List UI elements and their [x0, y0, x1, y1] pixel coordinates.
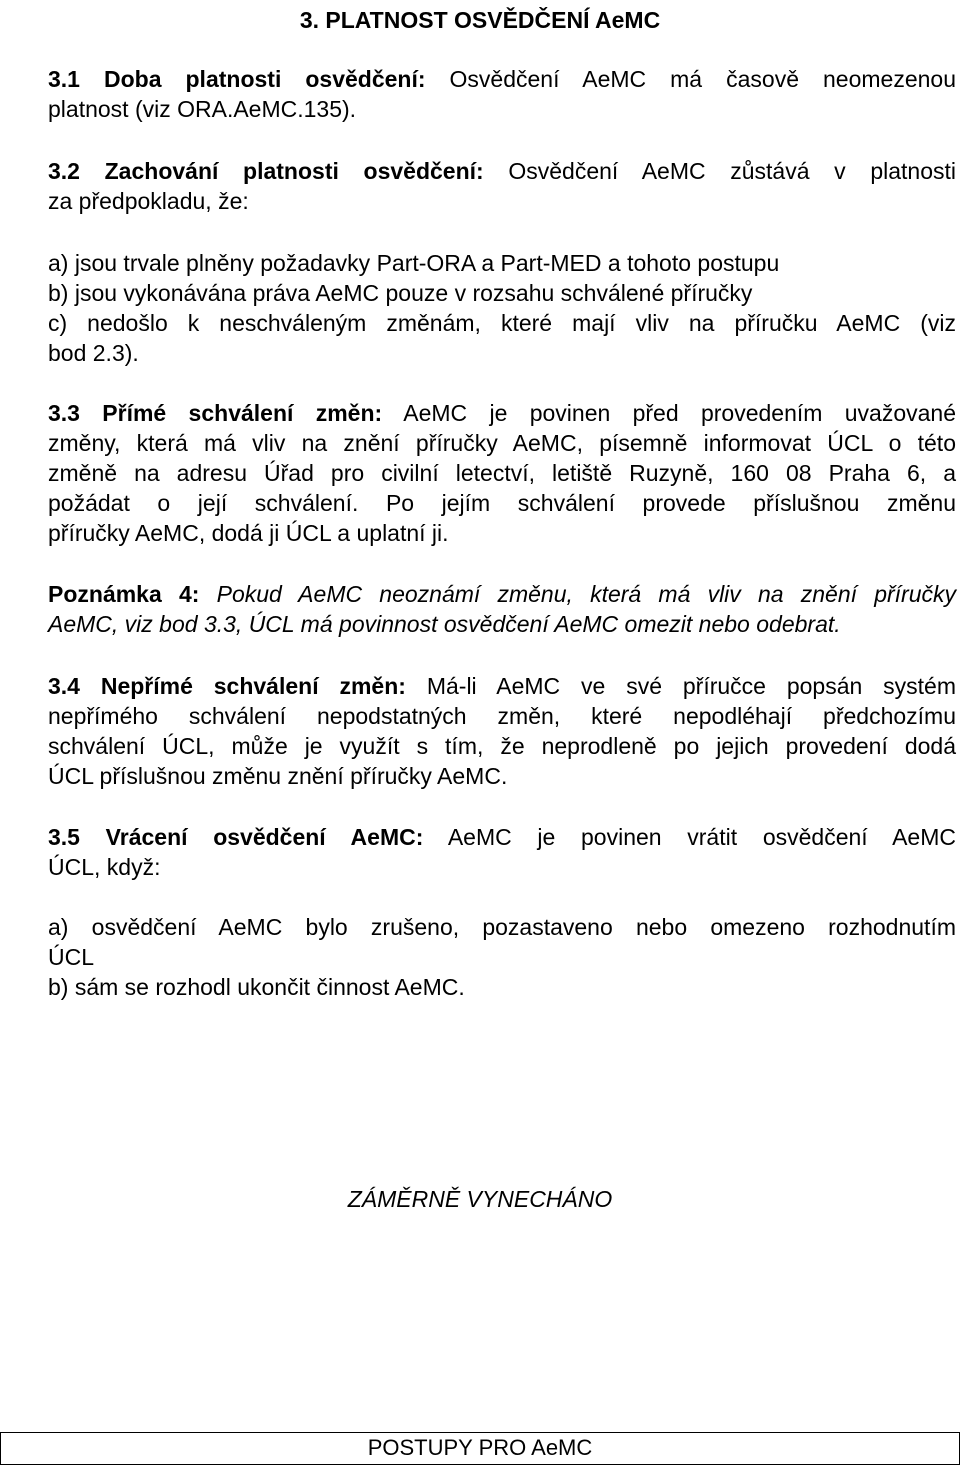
paragraph-3-4: [48, 671, 956, 791]
paragraph-3-3: [48, 398, 956, 548]
paragraph-3-3-text: AeMC je povinen před provedením uvažované: [403, 400, 957, 426]
paragraph-3-3-line-1: [48, 398, 956, 428]
paragraph-3-4-line-3: schválení ÚCL, může je využít s tím, že neprodleně po jejich provedení dodá: [48, 733, 956, 759]
paragraph-3-5: [48, 822, 956, 882]
list-3-5-item-b: b) sám se rozhodl ukončit činnost AeMC.: [48, 974, 465, 1000]
paragraph-3-5-line-2: ÚCL, když:: [48, 854, 161, 880]
paragraph-3-2-text: Osvědčení AeMC zůstává v platnosti: [508, 158, 956, 184]
paragraph-3-4-line-1: [48, 671, 956, 701]
note-4: [48, 579, 956, 639]
list-3-5-item-a: a) osvědčení AeMC bylo zrušeno, pozastaveno nebo omezeno rozhodnutím: [48, 914, 956, 940]
paragraph-3-1-line-2: platnost (viz ORA.AeMC.135).: [48, 96, 357, 122]
paragraph-3-4-line-2: nepřímého schválení nepodstatných změn, které nepodléhají předchozímu: [48, 703, 956, 729]
heading-3-5: 3.5 Vrácení osvědčení AeMC:: [48, 824, 424, 850]
list-3-5: [48, 912, 956, 1002]
paragraph-3-1-text: Osvědčení AeMC má časově neomezenou: [449, 66, 956, 92]
paragraph-3-5-text: AeMC je povinen vrátit osvědčení AeMC: [447, 824, 956, 850]
paragraph-3-4-text: Má-li AeMC ve své příručce popsán systém: [426, 673, 957, 699]
section-title: 3. PLATNOST OSVĚDČENÍ AeMC: [299, 7, 661, 33]
heading-3-3: 3.3 Přímé schválení změn:: [48, 400, 383, 426]
page-footer: POSTUPY PRO AeMC: [0, 1432, 960, 1465]
paragraph-3-4-line-4: ÚCL příslušnou změnu znění příručky AeMC.: [48, 763, 508, 789]
list-3-2: [48, 248, 956, 368]
heading-3-2: 3.2 Zachování platnosti osvědčení:: [48, 158, 484, 184]
paragraph-3-1-line-1: [48, 64, 956, 94]
paragraph-3-3-line-3: změně na adresu Úřad pro civilní letectví, letiště Ruzyně, 160 08 Praha 6, a: [48, 460, 956, 486]
paragraph-3-3-line-2: změny, která má vliv na znění příručky AeMC, písemně informovat ÚCL o této: [48, 430, 956, 456]
heading-3-4: 3.4 Nepřímé schválení změn:: [48, 673, 406, 699]
paragraph-3-2-line-1: [48, 156, 956, 186]
note-4-line-1: [48, 579, 956, 609]
list-3-5-item-a-cont: ÚCL: [48, 944, 95, 970]
paragraph-3-5-line-1: [48, 822, 956, 852]
paragraph-3-3-line-4: požádat o její schválení. Po jejím schválení provede příslušnou změnu: [48, 490, 956, 516]
list-item-c: c) nedošlo k neschváleným změnám, které mají vliv na příručku AeMC (viz: [48, 310, 956, 336]
note-4-line-2: AeMC, viz bod 3.3, ÚCL má povinnost osvědčení AeMC omezit nebo odebrat.: [48, 611, 841, 637]
paragraph-3-2: [48, 156, 956, 216]
note-4-label: Poznámka 4:: [48, 581, 200, 607]
paragraph-3-1: [48, 64, 956, 124]
list-item-a: a) jsou trvale plněny požadavky Part-ORA a Part-MED a tohoto postupu: [48, 250, 780, 276]
list-item-b: b) jsou vykonávána práva AeMC pouze v rozsahu schválené příručky: [48, 280, 753, 306]
note-4-text: Pokud AeMC neoznámí změnu, která má vliv na znění příručky: [216, 581, 957, 607]
omitted-notice: ZÁMĚRNĚ VYNECHÁNO: [347, 1186, 613, 1212]
paragraph-3-3-line-5: příručky AeMC, dodá ji ÚCL a uplatní ji.: [48, 520, 449, 546]
heading-3-1: 3.1 Doba platnosti osvědčení:: [48, 66, 426, 92]
list-item-c-cont: bod 2.3).: [48, 340, 139, 366]
paragraph-3-2-line-2: za předpokladu, že:: [48, 188, 249, 214]
